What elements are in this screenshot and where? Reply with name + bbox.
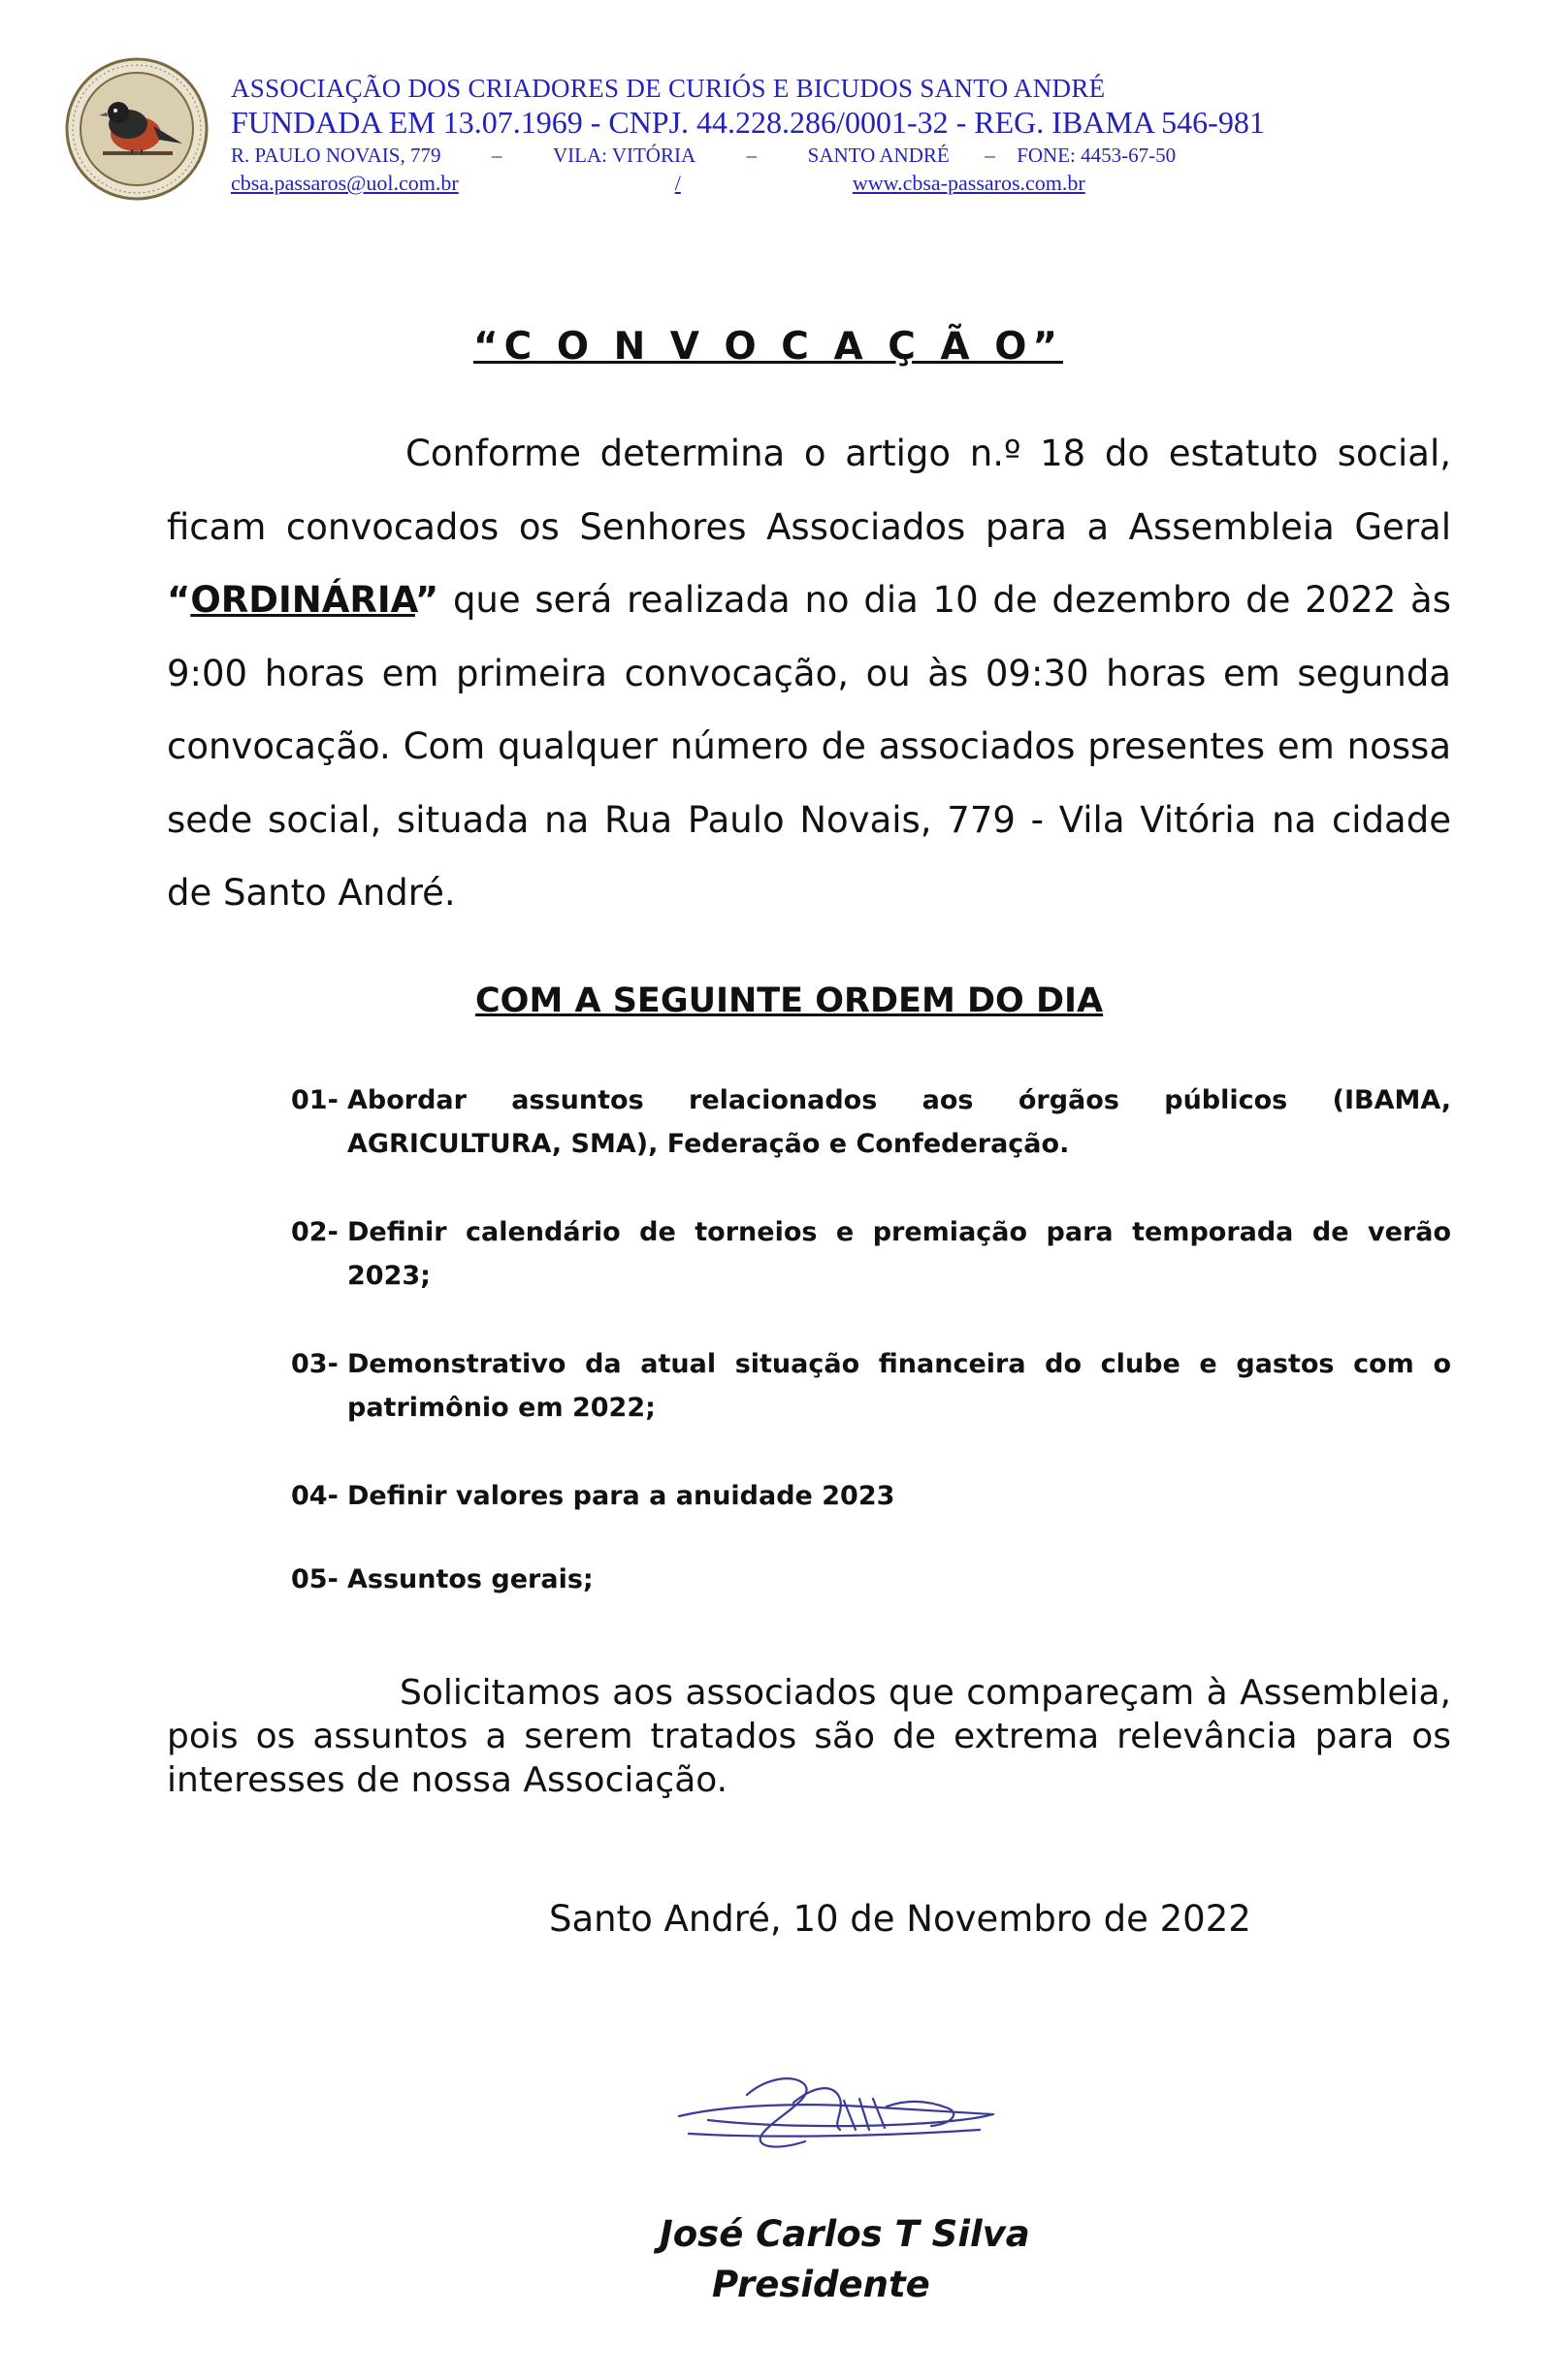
agenda-item-number: 02- [291,1217,339,1247]
closing-text: Solicitamos aos associados que compareçam à Assembleia, pois os assuntos a serem tratados são de extrema relevância para os interesses de nossa Associação. [167,1673,1451,1800]
place-and-date: Santo André, 10 de Novembro de 2022 [549,1898,1251,1940]
ordinaria-word: ORDINÁRIA [190,579,415,621]
ordinaria-emphasis [167,579,438,621]
address-separator: – [491,144,502,167]
address-phone: FONE: 4453-67-50 [1017,144,1177,167]
address-line [231,144,1176,168]
agenda-item [291,1210,1451,1298]
address-street: R. PAULO NOVAIS, 779 [231,144,441,167]
address-separator: – [985,144,995,167]
handwritten-signature [669,2056,999,2163]
agenda-item-text: Assuntos gerais; [347,1564,594,1594]
agenda-item-number: 03- [291,1349,339,1379]
agenda-item [291,1078,1451,1166]
signer-name: José Carlos T Silva [660,2213,1030,2255]
quote-open: “ [167,579,191,621]
agenda-item-text: Demonstrativo da atual situação financeira do clube e gastos com o patrimônio em 2022; [347,1349,1451,1423]
agenda-heading: COM A SEGUINTE ORDEM DO DIA [475,981,1104,1020]
association-logo-seal [64,56,210,202]
agenda-item-number: 01- [291,1085,339,1115]
signer-role: Presidente [712,2264,930,2305]
closing-paragraph [167,1671,1451,1802]
document-title: “C O N V O C A Ç Ã O” [473,325,1063,369]
agenda-item-text: Definir valores para a anuidade 2023 [347,1481,895,1511]
convocation-paragraph [167,417,1451,930]
agenda-item [291,1558,1451,1601]
address-separator: – [746,144,758,167]
agenda-item [291,1474,1451,1518]
email-link[interactable]: cbsa.passaros@uol.com.br [231,171,459,195]
agenda-item-text: Definir calendário de torneios e premiação para temporada de verão 2023; [347,1217,1451,1291]
address-city: SANTO ANDRÉ [807,144,950,167]
agenda-item-text: Abordar assuntos relacionados aos órgãos públicos (IBAMA, AGRICULTURA, SMA), Federação e Confederação. [347,1085,1451,1159]
contact-line [231,171,1085,196]
association-name: ASSOCIAÇÃO DOS CRIADORES DE CURIÓS E BICUDOS SANTO ANDRÉ [231,74,1106,103]
agenda-item-number: 05- [291,1564,339,1594]
founding-registration-line: FUNDADA EM 13.07.1969 - CNPJ. 44.228.286/0001-32 - REG. IBAMA 546-981 [231,105,1265,140]
paragraph-text-part1: Conforme determina o artigo n.º 18 do estatuto social, ficam convocados os Senhores Associados para a Assembleia Geral [167,433,1451,548]
agenda-item-number: 04- [291,1481,339,1511]
quote-close: ” [414,579,439,621]
paragraph-text-part2: que será realizada no dia 10 de dezembro de 2022 às 9:00 horas em primeira convocação, ou às 09:30 horas em segunda convocação. Com qualquer número de associados presentes em nossa sede social, situada na Rua Paulo Novais, 779 - Vila Vitória na cidade de Santo André. [167,579,1451,914]
address-district: VILA: VITÓRIA [552,144,696,167]
website-link[interactable]: www.cbsa-passaros.com.br [852,171,1085,195]
slash-separator: / [674,171,681,195]
agenda-item [291,1342,1451,1430]
